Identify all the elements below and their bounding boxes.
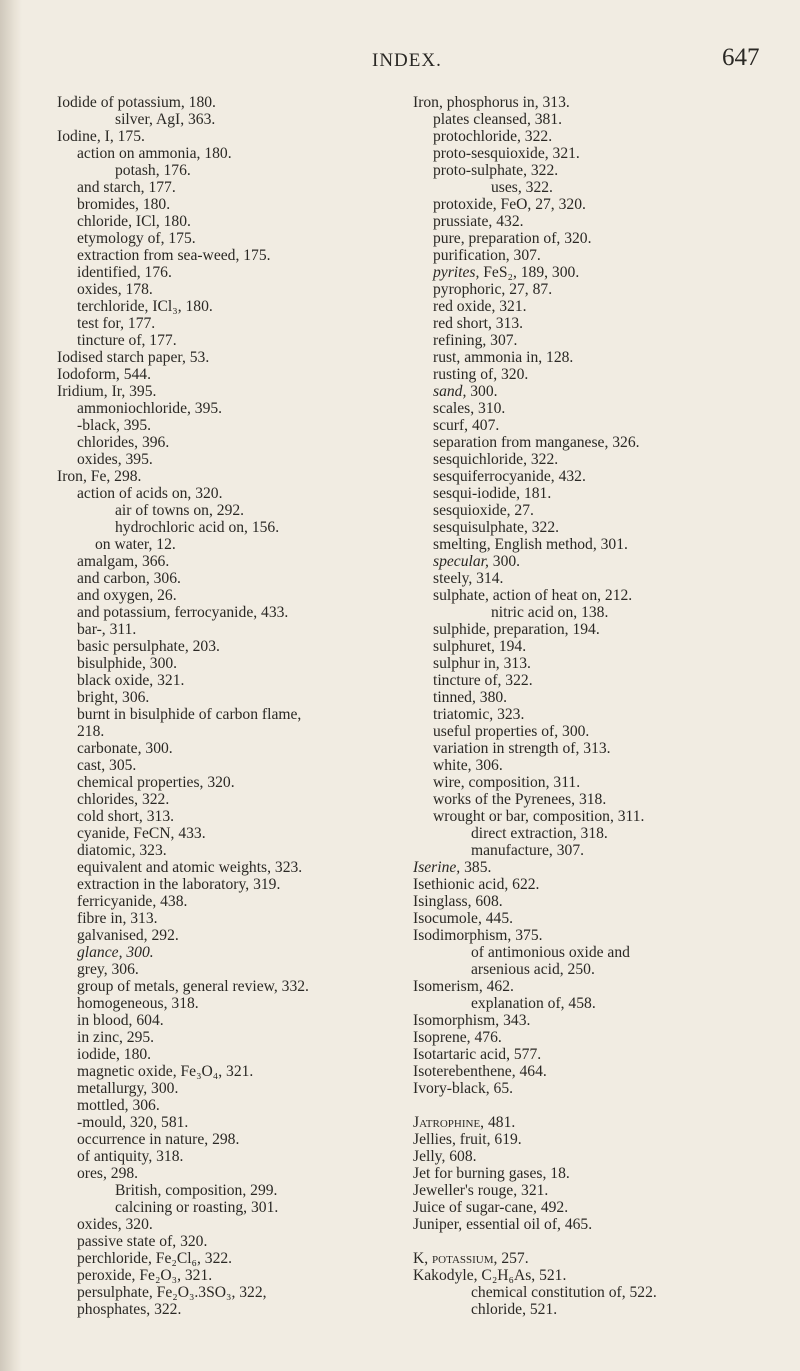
index-entry: equivalent and atomic weights, 323. — [77, 859, 303, 876]
index-entry: specular, 300. — [433, 553, 521, 570]
index-entry: galvanised, 292. — [77, 927, 179, 944]
index-entry: -black, 395. — [77, 417, 152, 434]
index-entry: Isinglass, 608. — [413, 893, 503, 910]
index-entry: sesqui-iodide, 181. — [433, 485, 552, 502]
book-spine-shadow — [0, 0, 22, 1371]
index-entry: bromides, 180. — [77, 196, 171, 213]
index-entry: fibre in, 313. — [77, 910, 158, 927]
index-entry: uses, 322. — [491, 179, 553, 196]
index-entry: protoxide, FeO, 27, 320. — [433, 196, 586, 213]
index-entry: and potassium, ferrocyanide, 433. — [77, 604, 289, 621]
index-entry: direct extraction, 318. — [471, 825, 608, 842]
index-entry: potash, 176. — [115, 162, 191, 179]
index-entry: in zinc, 295. — [77, 1029, 155, 1046]
index-entry: Jatrophine, 481. — [413, 1114, 516, 1131]
index-entry: passive state of, 320. — [77, 1233, 208, 1250]
index-entry: Jellies, fruit, 619. — [413, 1131, 522, 1148]
index-entry: Isomorphism, 343. — [413, 1012, 531, 1029]
index-entry: oxides, 320. — [77, 1216, 153, 1233]
index-entry: sulphate, action of heat on, 212. — [433, 587, 633, 604]
index-entry: glance, 300. — [77, 944, 154, 961]
index-entry: pyrophoric, 27, 87. — [433, 281, 553, 298]
index-entry: separation from manganese, 326. — [433, 434, 640, 451]
index-entry: cast, 305. — [77, 757, 137, 774]
index-entry: air of towns on, 292. — [115, 502, 245, 519]
index-entry: cyanide, FeCN, 433. — [77, 825, 206, 842]
index-entry: Iserine, 385. — [413, 859, 492, 876]
index-entry: sulphuret, 194. — [433, 638, 527, 655]
index-entry: chloride, 521. — [471, 1301, 558, 1318]
index-entry: manufacture, 307. — [471, 842, 585, 859]
index-entry: sand, 300. — [433, 383, 498, 400]
index-entry: pure, preparation of, 320. — [433, 230, 592, 247]
index-entry: bright, 306. — [77, 689, 150, 706]
index-entry: variation in strength of, 313. — [433, 740, 611, 757]
index-entry: amalgam, 366. — [77, 553, 170, 570]
index-entry: smelting, English method, 301. — [433, 536, 628, 553]
index-entry: chlorides, 322. — [77, 791, 170, 808]
index-entry: Iodide of potassium, 180. — [57, 94, 216, 111]
index-entry: Isethionic acid, 622. — [413, 876, 540, 893]
index-entry: useful properties of, 300. — [433, 723, 590, 740]
index-entry: Isocumole, 445. — [413, 910, 514, 927]
index-entry: action on ammonia, 180. — [77, 145, 232, 162]
index-entry: triatomic, 323. — [433, 706, 525, 723]
index-entry: arsenious acid, 250. — [471, 961, 595, 978]
index-entry: Ivory-black, 65. — [413, 1080, 514, 1097]
index-entry: Isotartaric acid, 577. — [413, 1046, 542, 1063]
index-entry: occurrence in nature, 298. — [77, 1131, 240, 1148]
index-entry: Iridium, Ir, 395. — [57, 383, 157, 400]
index-entry: rust, ammonia in, 128. — [433, 349, 574, 366]
index-entry: Iron, Fe, 298. — [57, 468, 142, 485]
index-entry: black oxide, 321. — [77, 672, 185, 689]
index-column-left — [57, 94, 397, 1318]
index-entry: chloride, ICl, 180. — [77, 213, 191, 230]
index-entry: of antimonious oxide and — [471, 944, 630, 961]
index-entry: in blood, 604. — [77, 1012, 164, 1029]
index-entry: chemical properties, 320. — [77, 774, 235, 791]
index-entry: group of metals, general review, 332. — [77, 978, 309, 995]
index-entry: extraction from sea-weed, 175. — [77, 247, 271, 264]
index-entry: Juice of sugar-cane, 492. — [413, 1199, 569, 1216]
index-entry: sesquioxide, 27. — [433, 502, 534, 519]
index-entry: identified, 176. — [77, 264, 172, 281]
index-entry: mottled, 306. — [77, 1097, 160, 1114]
index-entry: persulphate, Fe₂O₃.3SO₃, 322, — [77, 1284, 267, 1301]
index-entry: extraction in the laboratory, 319. — [77, 876, 281, 893]
index-entry: cold short, 313. — [77, 808, 175, 825]
index-entry: tincture of, 322. — [433, 672, 533, 689]
running-head — [0, 44, 800, 84]
index-entry: wire, composition, 311. — [433, 774, 581, 791]
index-entry: phosphates, 322. — [77, 1301, 182, 1318]
index-entry: Jelly, 608. — [413, 1148, 477, 1165]
index-entry: bar-, 311. — [77, 621, 137, 638]
index-entry: ferricyanide, 438. — [77, 893, 188, 910]
index-column-right — [413, 94, 798, 1318]
index-entry: plates cleansed, 381. — [433, 111, 563, 128]
index-entry: silver, AgI, 363. — [115, 111, 216, 128]
index-entry: Jet for burning gases, 18. — [413, 1165, 570, 1182]
index-entry: protochloride, 322. — [433, 128, 553, 145]
index-entry: works of the Pyrenees, 318. — [433, 791, 607, 808]
index-entry: white, 306. — [433, 757, 503, 774]
index-entry: Iodised starch paper, 53. — [57, 349, 210, 366]
index-entry: rusting of, 320. — [433, 366, 529, 383]
index-entry: ammoniochloride, 395. — [77, 400, 223, 417]
index-entry: tincture of, 177. — [77, 332, 177, 349]
index-entry: nitric acid on, 138. — [491, 604, 609, 621]
index-entry: pyrites, FeS₂, 189, 300. — [433, 264, 580, 281]
index-entry: sesquiferrocyanide, 432. — [433, 468, 586, 485]
index-entry: test for, 177. — [77, 315, 156, 332]
index-entry: Isomerism, 462. — [413, 978, 514, 995]
index-entry: oxides, 395. — [77, 451, 153, 468]
index-entry: calcining or roasting, 301. — [115, 1199, 279, 1216]
index-entry: action of acids on, 320. — [77, 485, 223, 502]
index-entry: sesquisulphate, 322. — [433, 519, 560, 536]
index-entry: K, potassium, 257. — [413, 1250, 529, 1267]
index-entry: metallurgy, 300. — [77, 1080, 179, 1097]
index-entry: of antiquity, 318. — [77, 1148, 184, 1165]
index-entry: oxides, 178. — [77, 281, 153, 298]
index-entry: hydrochloric acid on, 156. — [115, 519, 280, 536]
page-number: 647 — [722, 44, 760, 71]
index-entry: scurf, 407. — [433, 417, 500, 434]
index-entry: grey, 306. — [77, 961, 139, 978]
index-entry: British, composition, 299. — [115, 1182, 278, 1199]
index-entry: homogeneous, 318. — [77, 995, 199, 1012]
index-entry: Jeweller's rouge, 321. — [413, 1182, 549, 1199]
index-entry: chemical constitution of, 522. — [471, 1284, 657, 1301]
index-entry: tinned, 380. — [433, 689, 508, 706]
index-entry: Iodoform, 544. — [57, 366, 151, 383]
index-entry: Isodimorphism, 375. — [413, 927, 543, 944]
index-entry: basic persulphate, 203. — [77, 638, 220, 655]
index-entry: sulphur in, 313. — [433, 655, 531, 672]
index-entry: purification, 307. — [433, 247, 541, 264]
index-entry: Iodine, I, 175. — [57, 128, 145, 145]
index-entry: proto-sulphate, 322. — [433, 162, 559, 179]
index-entry: and carbon, 306. — [77, 570, 181, 587]
index-entry: carbonate, 300. — [77, 740, 173, 757]
index-entry: ores, 298. — [77, 1165, 139, 1182]
index-entry: -mould, 320, 581. — [77, 1114, 189, 1131]
index-entry: and starch, 177. — [77, 179, 176, 196]
index-entry: prussiate, 432. — [433, 213, 524, 230]
index-entry: terchloride, ICl₃, 180. — [77, 298, 213, 315]
index-entry: sulphide, preparation, 194. — [433, 621, 600, 638]
index-entry: refining, 307. — [433, 332, 518, 349]
index-entry: and oxygen, 26. — [77, 587, 177, 604]
index-entry: perchloride, Fe₂Cl₆, 322. — [77, 1250, 233, 1267]
index-entry: Isoprene, 476. — [413, 1029, 502, 1046]
index-entry: peroxide, Fe₂O₃, 321. — [77, 1267, 213, 1284]
index-entry: Kakodyle, C₂H₆As, 521. — [413, 1267, 567, 1284]
index-entry: explanation of, 458. — [471, 995, 596, 1012]
index-entry: chlorides, 396. — [77, 434, 170, 451]
running-head-title: INDEX. — [372, 50, 442, 71]
index-entry: Isoterebenthene, 464. — [413, 1063, 547, 1080]
index-entry: Iron, phosphorus in, 313. — [413, 94, 570, 111]
index-entry: red short, 313. — [433, 315, 524, 332]
index-entry: iodide, 180. — [77, 1046, 152, 1063]
index-entry: diatomic, 323. — [77, 842, 167, 859]
index-entry: 218. — [77, 723, 105, 740]
index-entry: steely, 314. — [433, 570, 504, 587]
index-entry: on water, 12. — [95, 536, 176, 553]
index-entry: Juniper, essential oil of, 465. — [413, 1216, 593, 1233]
index-entry: burnt in bisulphide of carbon flame, — [77, 706, 302, 723]
index-entry: magnetic oxide, Fe₃O₄, 321. — [77, 1063, 254, 1080]
index-entry: etymology of, 175. — [77, 230, 196, 247]
index-entry: bisulphide, 300. — [77, 655, 178, 672]
index-entry: wrought or bar, composition, 311. — [433, 808, 645, 825]
index-entry: sesquichloride, 322. — [433, 451, 559, 468]
index-entry: proto-sesquioxide, 321. — [433, 145, 580, 162]
index-entry: red oxide, 321. — [433, 298, 527, 315]
index-entry: scales, 310. — [433, 400, 506, 417]
